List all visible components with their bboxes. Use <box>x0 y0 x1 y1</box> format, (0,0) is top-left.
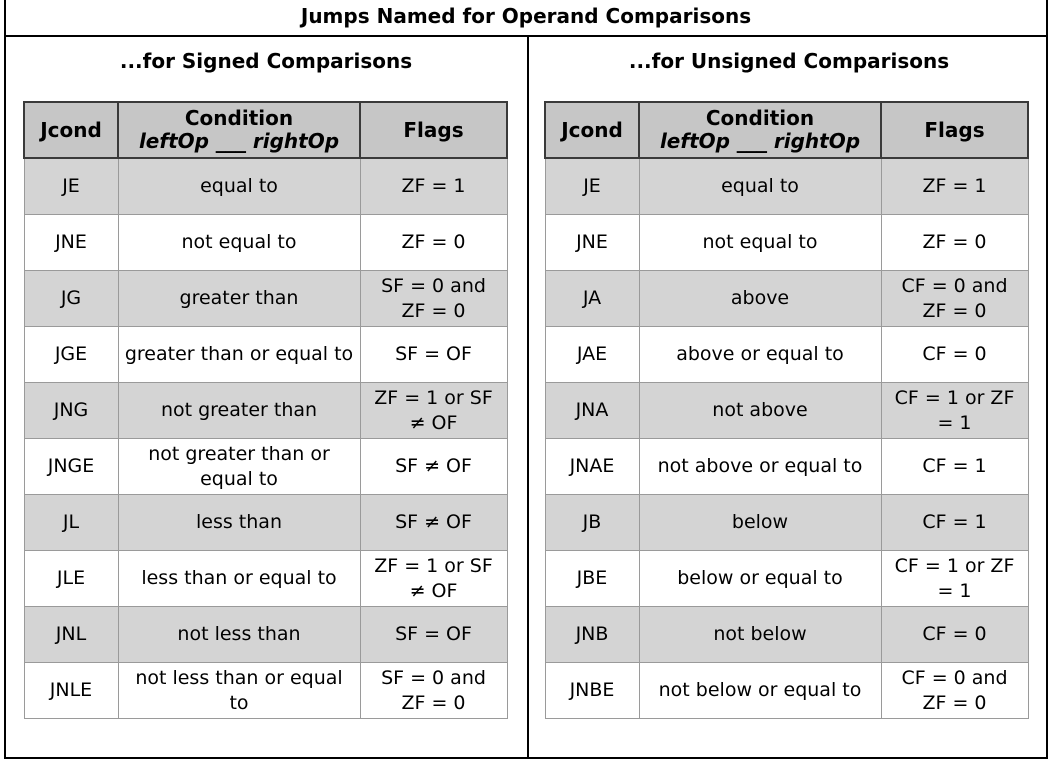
condition-cell: not equal to <box>639 215 881 271</box>
jcond-cell: JE <box>24 158 118 215</box>
jcond-cell: JB <box>545 495 639 551</box>
condition-cell: not less than or equal to <box>118 663 360 719</box>
table-header-row <box>545 102 1028 158</box>
condition-header-operands: leftOp ___ rightOp <box>659 129 861 153</box>
unsigned-table-body <box>545 158 1028 719</box>
flags-cell: ZF = 0 <box>881 215 1028 271</box>
flags-cell: ZF = 1 <box>360 158 507 215</box>
table-row <box>24 663 507 719</box>
condition-cell: not above or equal to <box>639 439 881 495</box>
condition-cell: equal to <box>118 158 360 215</box>
table-row <box>545 551 1028 607</box>
column-divider <box>527 37 529 759</box>
flags-cell: SF = 0 and ZF = 0 <box>360 663 507 719</box>
flags-header: Flags <box>360 102 507 158</box>
jcond-header: Jcond <box>24 102 118 158</box>
flags-cell: CF = 0 and ZF = 0 <box>881 663 1028 719</box>
condition-cell: not below or equal to <box>639 663 881 719</box>
flags-cell: SF = 0 and ZF = 0 <box>360 271 507 327</box>
unsigned-section-title: ...for Unsigned Comparisons <box>628 49 950 73</box>
flags-cell: CF = 1 <box>881 495 1028 551</box>
condition-header-label: Condition <box>184 106 294 130</box>
unsigned-table <box>544 101 1029 719</box>
table-row <box>24 495 507 551</box>
jcond-cell: JNBE <box>545 663 639 719</box>
table-header-row <box>24 102 507 158</box>
condition-cell: above or equal to <box>639 327 881 383</box>
table-row <box>545 663 1028 719</box>
jcond-cell: JNGE <box>24 439 118 495</box>
condition-cell: not above <box>639 383 881 439</box>
table-row <box>545 439 1028 495</box>
condition-cell: not below <box>639 607 881 663</box>
jcond-cell: JNE <box>24 215 118 271</box>
table-row <box>24 607 507 663</box>
condition-cell: greater than <box>118 271 360 327</box>
table-row <box>545 607 1028 663</box>
jcond-cell: JA <box>545 271 639 327</box>
flags-cell: SF = OF <box>360 607 507 663</box>
table-row <box>545 158 1028 215</box>
flags-cell: CF = 1 or ZF = 1 <box>881 551 1028 607</box>
table-row <box>545 383 1028 439</box>
condition-cell: not equal to <box>118 215 360 271</box>
flags-cell: CF = 1 <box>881 439 1028 495</box>
jcond-cell: JE <box>545 158 639 215</box>
flags-cell: ZF = 1 or SF ≠ OF <box>360 551 507 607</box>
jcond-cell: JNE <box>545 215 639 271</box>
condition-cell: less than <box>118 495 360 551</box>
table-row <box>24 327 507 383</box>
signed-section-title: ...for Signed Comparisons <box>119 49 413 73</box>
jump-table-frame <box>4 0 1048 759</box>
signed-table <box>23 101 508 719</box>
flags-cell: CF = 0 and ZF = 0 <box>881 271 1028 327</box>
jcond-cell: JNA <box>545 383 639 439</box>
flags-cell: ZF = 1 <box>881 158 1028 215</box>
table-row <box>24 271 507 327</box>
jcond-cell: JLE <box>24 551 118 607</box>
jcond-cell: JNB <box>545 607 639 663</box>
flags-header: Flags <box>881 102 1028 158</box>
flags-cell: SF ≠ OF <box>360 439 507 495</box>
table-row <box>24 383 507 439</box>
table-row <box>545 495 1028 551</box>
condition-cell: not less than <box>118 607 360 663</box>
jcond-cell: JBE <box>545 551 639 607</box>
jcond-cell: JG <box>24 271 118 327</box>
condition-header-label: Condition <box>705 106 815 130</box>
condition-cell: not greater than <box>118 383 360 439</box>
flags-cell: ZF = 1 or SF ≠ OF <box>360 383 507 439</box>
condition-cell: below <box>639 495 881 551</box>
condition-cell: below or equal to <box>639 551 881 607</box>
flags-cell: SF = OF <box>360 327 507 383</box>
table-row <box>545 215 1028 271</box>
condition-header <box>639 102 881 158</box>
table-row <box>24 439 507 495</box>
signed-table-body <box>24 158 507 719</box>
jcond-cell: JGE <box>24 327 118 383</box>
condition-cell: not greater than or equal to <box>118 439 360 495</box>
jcond-cell: JL <box>24 495 118 551</box>
condition-cell: above <box>639 271 881 327</box>
condition-cell: less than or equal to <box>118 551 360 607</box>
condition-cell: equal to <box>639 158 881 215</box>
jcond-cell: JNG <box>24 383 118 439</box>
condition-header-operands: leftOp ___ rightOp <box>138 129 340 153</box>
flags-cell: CF = 1 or ZF = 1 <box>881 383 1028 439</box>
table-row <box>545 271 1028 327</box>
flags-cell: CF = 0 <box>881 607 1028 663</box>
flags-cell: SF ≠ OF <box>360 495 507 551</box>
table-row <box>24 551 507 607</box>
flags-cell: ZF = 0 <box>360 215 507 271</box>
flags-cell: CF = 0 <box>881 327 1028 383</box>
table-row <box>545 327 1028 383</box>
table-row <box>24 215 507 271</box>
table-row <box>24 158 507 215</box>
condition-cell: greater than or equal to <box>118 327 360 383</box>
jcond-cell: JAE <box>545 327 639 383</box>
jcond-cell: JNLE <box>24 663 118 719</box>
page-title: Jumps Named for Operand Comparisons <box>6 0 1046 37</box>
jcond-cell: JNL <box>24 607 118 663</box>
condition-header <box>118 102 360 158</box>
jcond-header: Jcond <box>545 102 639 158</box>
jcond-cell: JNAE <box>545 439 639 495</box>
